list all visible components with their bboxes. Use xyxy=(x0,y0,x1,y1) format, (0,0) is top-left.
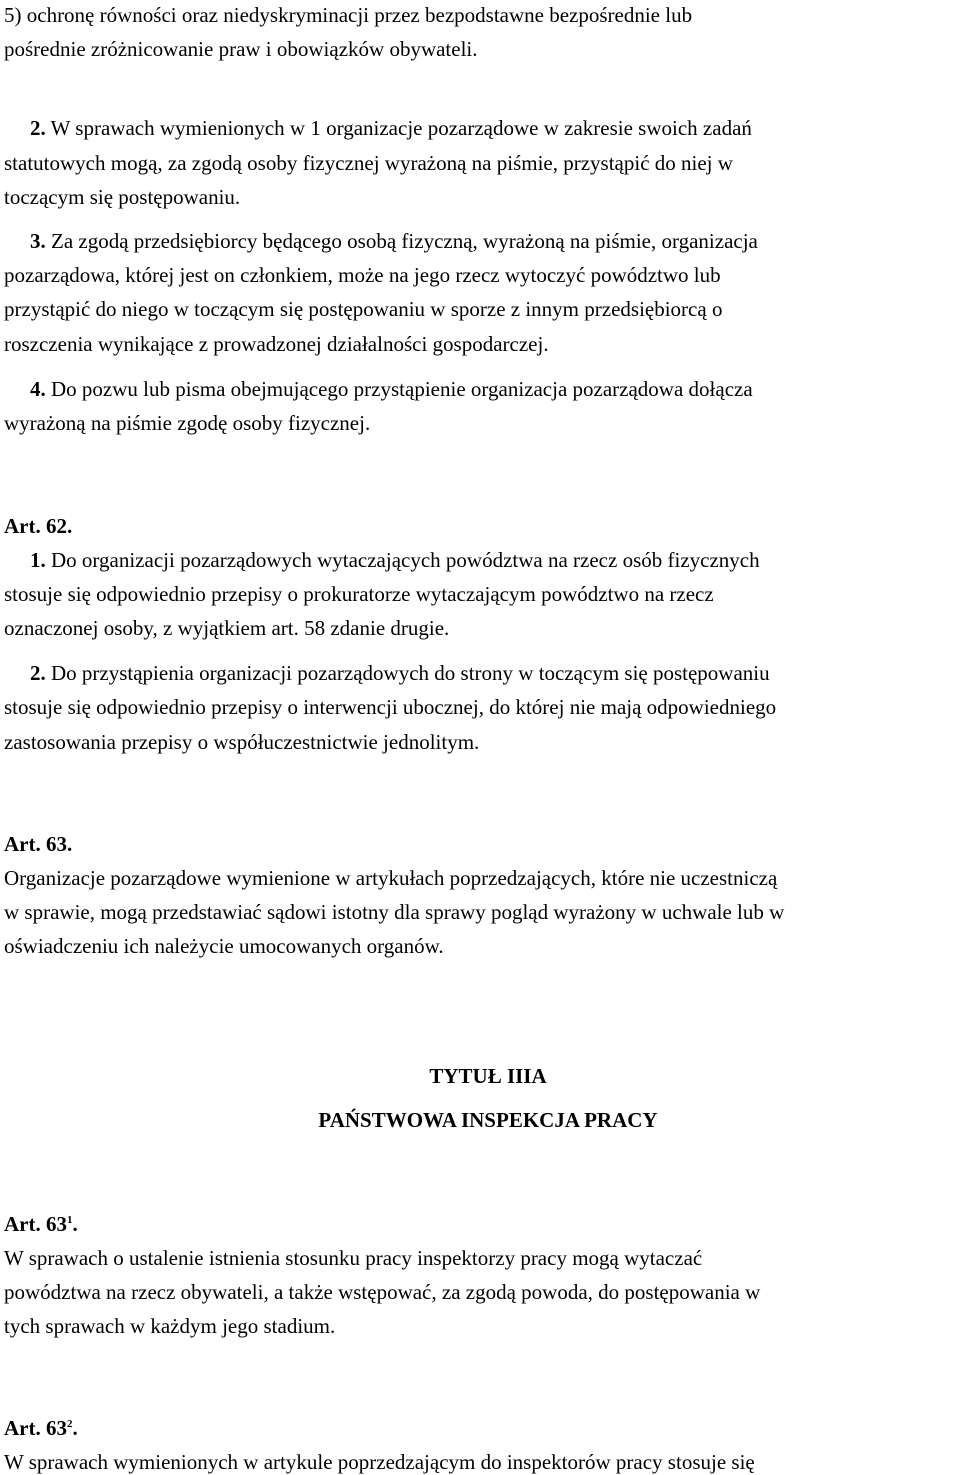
text-line: przystąpić do niego w toczącym się postępowaniu w sporze z innym przedsiębiorcą o xyxy=(4,297,723,321)
article-dot: . xyxy=(72,1416,78,1440)
text-span: W sprawach wymienionych w 1 organizacje pozarządowe w zakresie swoich zadań xyxy=(45,116,752,140)
article-63-2-heading xyxy=(4,1418,78,1439)
text-line: w sprawie, mogą przedstawiać sądowi istotny dla sprawy pogląd wyrażony w uchwale lub w xyxy=(4,900,785,924)
text-span: Za zgodą przedsiębiorcy będącego osobą fizyczną, wyrażoną na piśmie, organizacja xyxy=(45,229,758,253)
text-span: Do organizacji pozarządowych wytaczających powództwa na rzecz osób fizycznych xyxy=(45,548,760,572)
article-63-heading: Art. 63. xyxy=(4,832,73,856)
paragraph-number: 1. xyxy=(30,548,46,572)
text-line: Organizacje pozarządowe wymienione w artykułach poprzedzających, które nie uczestniczą xyxy=(4,866,778,890)
text-line: wyrażoną na piśmie zgodę osoby fizycznej. xyxy=(4,411,371,435)
paragraph-number: 2. xyxy=(30,661,46,685)
article-label: Art. 63 xyxy=(4,1416,67,1440)
text-line: oznaczonej osoby, z wyjątkiem art. 58 zdanie drugie. xyxy=(4,616,450,640)
title-subheading: PAŃSTWOWA INSPEKCJA PRACY xyxy=(318,1108,658,1132)
text-line: statutowych mogą, za zgodą osoby fizycznej wyrażoną na piśmie, przystąpić do niej w xyxy=(4,151,733,175)
superscript: 2 xyxy=(66,1418,73,1430)
article-dot: . xyxy=(72,1212,78,1236)
text-span: Do przystąpienia organizacji pozarządowych do strony w toczącym się postępowaniu xyxy=(45,661,770,685)
article-label: Art. 63 xyxy=(4,1212,67,1236)
text-line: pozarządowa, której jest on członkiem, może na jego rzecz wytoczyć powództwo lub xyxy=(4,263,721,287)
text-line: oświadczeniu ich należycie umocowanych organów. xyxy=(4,934,444,958)
paragraph-number: 2. xyxy=(30,116,46,140)
paragraph-2-line xyxy=(30,663,770,684)
paragraph-2-line xyxy=(30,118,752,139)
superscript: 1 xyxy=(66,1214,73,1226)
text-line: stosuje się odpowiednio przepisy o prokuratorze wytaczającym powództwo na rzecz xyxy=(4,582,714,606)
paragraph-4-line xyxy=(30,379,753,400)
article-62-heading: Art. 62. xyxy=(4,514,73,538)
text-line: zastosowania przepisy o współuczestnictwie jednolitym. xyxy=(4,730,480,754)
title-heading: TYTUŁ IIIA xyxy=(429,1064,547,1088)
paragraph-1-line xyxy=(30,550,760,571)
text-line: pośrednie zróżnicowanie praw i obowiązków obywateli. xyxy=(4,37,478,61)
text-line: tych sprawach w każdym jego stadium. xyxy=(4,1314,336,1338)
paragraph-number: 4. xyxy=(30,377,46,401)
paragraph-3-line xyxy=(30,231,758,252)
text-line: 5) ochronę równości oraz niedyskryminacji przez bezpodstawne bezpośrednie lub xyxy=(4,3,693,27)
text-line: roszczenia wynikające z prowadzonej działalności gospodarczej. xyxy=(4,332,549,356)
text-line: W sprawach o ustalenie istnienia stosunku pracy inspektorzy pracy mogą wytaczać xyxy=(4,1246,703,1270)
text-line: stosuje się odpowiednio przepisy o interwencji ubocznej, do której nie mają odpowiedniego xyxy=(4,695,777,719)
text-line: W sprawach wymienionych w artykule poprzedzającym do inspektorów pracy stosuje się xyxy=(4,1450,755,1474)
text-line: toczącym się postępowaniu. xyxy=(4,185,241,209)
text-span: Do pozwu lub pisma obejmującego przystąpienie organizacja pozarządowa dołącza xyxy=(45,377,753,401)
article-63-1-heading xyxy=(4,1214,78,1235)
paragraph-number: 3. xyxy=(30,229,46,253)
text-line: powództwa na rzecz obywateli, a także wstępować, za zgodą powoda, do postępowania w xyxy=(4,1280,761,1304)
